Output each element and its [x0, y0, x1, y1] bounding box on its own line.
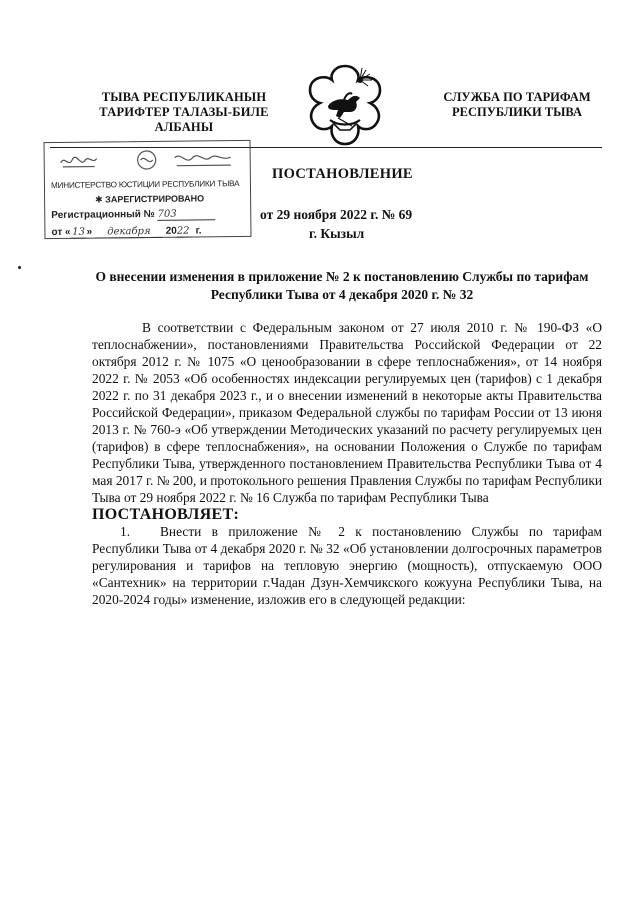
document-city: г. Кызыл	[309, 226, 365, 241]
stamp-reg-number: 703	[158, 208, 216, 221]
document-type: ПОСТАНОВЛЕНИЕ	[272, 166, 413, 182]
stamp-registered-label	[95, 193, 204, 205]
item-1-text: Внести в приложение № 2 к постановлению Службы по тарифам Республики Тыва от 4 декабря 2020 г. № 32 «Об установлении долгосрочных параметров регулирования и тарифов на тепловую энергию (мощность), отпускаемую ООО «Сантехник» на территории г.Чадан Дзун-Хемчикского кожууна Республики Тыва, на 2020-2024 годы» изменение, изложив его в следующей редакции:	[92, 524, 602, 607]
stamp-reg-label: Регистрационный №	[51, 208, 155, 222]
document-body	[92, 319, 602, 608]
stamp-registration-number	[51, 208, 215, 222]
stamp-date-mid: »	[86, 226, 93, 238]
stamp-date-day: 13	[72, 226, 85, 238]
document-subject: О внесении изменения в приложение № 2 к постановлению Службы по тарифам Республики Тыва от 4 декабря 2020 г. № 32	[95, 269, 589, 302]
stamp-date-year-prefix: 20	[165, 225, 177, 237]
document-date-number: от 29 ноября 2022 г. № 69	[260, 207, 413, 222]
stamp-registered-text: ЗАРЕГИСТРИРОВАНО	[105, 193, 205, 205]
header-right-line-1: СЛУЖБА ПО ТАРИФАМ	[443, 90, 591, 104]
stamp-date-prefix: от «	[51, 226, 71, 239]
header-right-line-2: РЕСПУБЛИКИ ТЫВА	[452, 105, 582, 119]
header-right-russian	[432, 90, 602, 120]
tuva-emblem-icon	[300, 60, 390, 150]
margin-dot	[18, 266, 21, 269]
registration-stamp	[43, 140, 251, 239]
stamp-emblem-icon: ✱	[95, 194, 106, 205]
stamp-date-month: декабря	[95, 226, 163, 239]
header-left-line-3: АЛБАНЫ	[154, 120, 214, 134]
stamp-date-suffix: г.	[195, 225, 202, 237]
preamble-paragraph: В соответствии с Федеральным законом от 27 июля 2010 г. № 190-ФЗ «О теплоснабжении», постановлениями Правительства Российской Федерации от 22 октября 2012 г. № 1075 «О ценообразовании в сфере теплоснабжения», от 14 ноября 2022 г. № 2053 «Об особенностях индексации регулируемых цен (тарифов) с 1 декабря 2022 г. по 31 декабря 2023 г., и о внесении изменений в некоторые акты Правительства Российской Федерации», приказом Федеральной службы по тарифам России от 13 июня 2013 г. № 760-э «Об утверждении Методических указаний по расчету регулируемых цен (тарифов) в сфере теплоснабжения», на основании Положения о Службе по тарифам Республики Тыва, утвержденного постановлением Правительства Республики Тыва от 4 мая 2017 г. № 200, и протокольного решения Правления Службы по тарифам Республики Тыва от 29 ноября 2022 г. № 16 Служба по тарифам Республики Тыва	[92, 320, 602, 505]
stamp-ministry: МИНИСТЕРСТВО ЮСТИЦИИ РЕСПУБЛИКИ ТЫВА	[50, 179, 240, 191]
header-left-tuvan	[84, 90, 284, 135]
stamp-date-year: 22	[177, 226, 193, 238]
stamp-registration-date	[51, 225, 201, 239]
item-1-paragraph	[92, 523, 602, 608]
stamp-scribble-icon	[55, 147, 240, 173]
decree-heading: ПОСТАНОВЛЯЕТ:	[92, 506, 240, 523]
item-1-number: 1.	[120, 524, 131, 539]
header-left-line-2: ТАРИФТЕР ТАЛАЗЫ-БИЛЕ	[99, 105, 269, 119]
header-left-line-1: ТЫВА РЕСПУБЛИКАНЫН	[101, 90, 267, 104]
